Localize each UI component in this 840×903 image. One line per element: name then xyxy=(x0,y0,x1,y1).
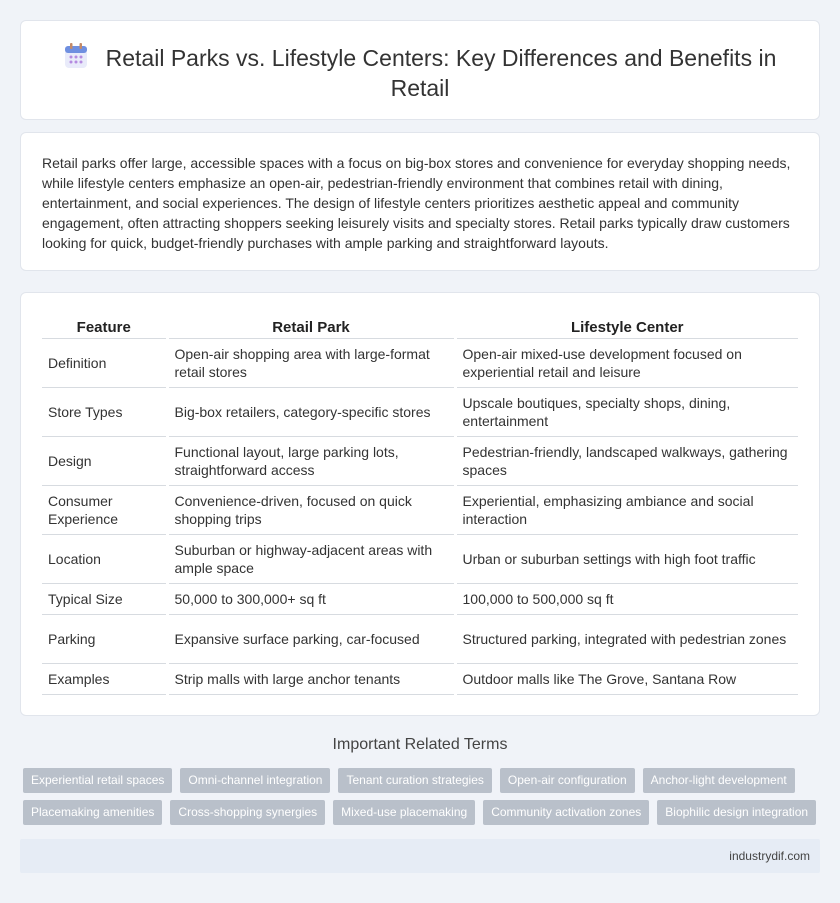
related-term-tag[interactable]: Biophilic design integration xyxy=(657,800,816,825)
page-title-wrap xyxy=(21,43,819,103)
header-lifestyle-center: Lifestyle Center xyxy=(455,314,798,338)
lifestyle-center-cell: 100,000 to 500,000 sq ft xyxy=(455,583,798,614)
feature-cell: Design xyxy=(42,436,167,485)
table-row xyxy=(42,436,798,485)
intro-paragraph: Retail parks offer large, accessible spaces with a focus on big-box stores and convenience for everyday shopping needs, while lifestyle centers emphasize an open-air, pedestrian-friendly environment that combines retail with dining, entertainment, and social experiences. The design of lifestyle centers prioritizes aesthetic appeal and community engagement, often attracting shoppers seeking leisurely visits and specialty stores. Retail parks typically draw customers looking for quick, budget-friendly purchases with ample parking and straightforward layouts. xyxy=(42,155,791,251)
related-term-tag[interactable]: Community activation zones xyxy=(483,800,649,825)
retail-park-cell: Expansive surface parking, car-focused xyxy=(167,614,455,663)
related-term-tag[interactable]: Experiential retail spaces xyxy=(23,768,172,793)
feature-cell: Parking xyxy=(42,614,167,663)
related-term-tag[interactable]: Open-air configuration xyxy=(500,768,635,793)
lifestyle-center-cell: Upscale boutiques, specialty shops, dining, entertainment xyxy=(455,387,798,436)
header-retail-park: Retail Park xyxy=(167,314,455,338)
table-header-row xyxy=(42,314,798,338)
retail-park-cell: Open-air shopping area with large-format retail stores xyxy=(167,338,455,387)
related-term-tag[interactable]: Cross-shopping synergies xyxy=(170,800,325,825)
table-row xyxy=(42,387,798,436)
table-row xyxy=(42,338,798,387)
comparison-card xyxy=(20,292,820,716)
related-term-tag[interactable]: Omni-channel integration xyxy=(180,768,330,793)
retail-park-cell: Convenience-driven, focused on quick shopping trips xyxy=(167,485,455,534)
tag-row xyxy=(23,800,823,825)
table-row xyxy=(42,583,798,614)
retail-park-cell: Suburban or highway-adjacent areas with ample space xyxy=(167,534,455,583)
related-term-tag[interactable]: Anchor-light development xyxy=(643,768,795,793)
table-row xyxy=(42,485,798,534)
feature-cell: Consumer Experience xyxy=(42,485,167,534)
related-term-tag[interactable]: Tenant curation strategies xyxy=(338,768,491,793)
retail-park-cell: Big-box retailers, category-specific stores xyxy=(167,387,455,436)
feature-cell: Store Types xyxy=(42,387,167,436)
intro-card xyxy=(20,132,820,271)
title-card xyxy=(20,20,820,120)
header-feature: Feature xyxy=(42,314,167,338)
feature-cell: Definition xyxy=(42,338,167,387)
retail-park-cell: Functional layout, large parking lots, straightforward access xyxy=(167,436,455,485)
related-terms-title: Important Related Terms xyxy=(332,736,508,753)
lifestyle-center-cell: Experiential, emphasizing ambiance and social interaction xyxy=(455,485,798,534)
footer xyxy=(20,839,820,873)
comparison-table xyxy=(42,314,798,695)
retail-park-cell: Strip malls with large anchor tenants xyxy=(167,663,455,694)
lifestyle-center-cell: Outdoor malls like The Grove, Santana Row xyxy=(455,663,798,694)
table-row xyxy=(42,614,798,663)
lifestyle-center-cell: Urban or suburban settings with high foot traffic xyxy=(455,534,798,583)
tag-row xyxy=(23,768,823,793)
retail-park-cell: 50,000 to 300,000+ sq ft xyxy=(167,583,455,614)
feature-cell: Location xyxy=(42,534,167,583)
related-term-tag[interactable]: Placemaking amenities xyxy=(23,800,162,825)
page-title: Retail Parks vs. Lifestyle Centers: Key Differences and Benefits in Retail xyxy=(105,45,777,101)
lifestyle-center-cell: Structured parking, integrated with pedestrian zones xyxy=(455,614,798,663)
related-terms-list xyxy=(23,768,823,832)
footer-site-link[interactable]: industrydif.com xyxy=(729,849,810,863)
feature-cell: Examples xyxy=(42,663,167,694)
lifestyle-center-cell: Open-air mixed-use development focused on experiential retail and leisure xyxy=(455,338,798,387)
table-row xyxy=(42,663,798,694)
related-term-tag[interactable]: Mixed-use placemaking xyxy=(333,800,475,825)
calendar-icon xyxy=(64,43,88,69)
feature-cell: Typical Size xyxy=(42,583,167,614)
table-row xyxy=(42,534,798,583)
lifestyle-center-cell: Pedestrian-friendly, landscaped walkways, gathering spaces xyxy=(455,436,798,485)
